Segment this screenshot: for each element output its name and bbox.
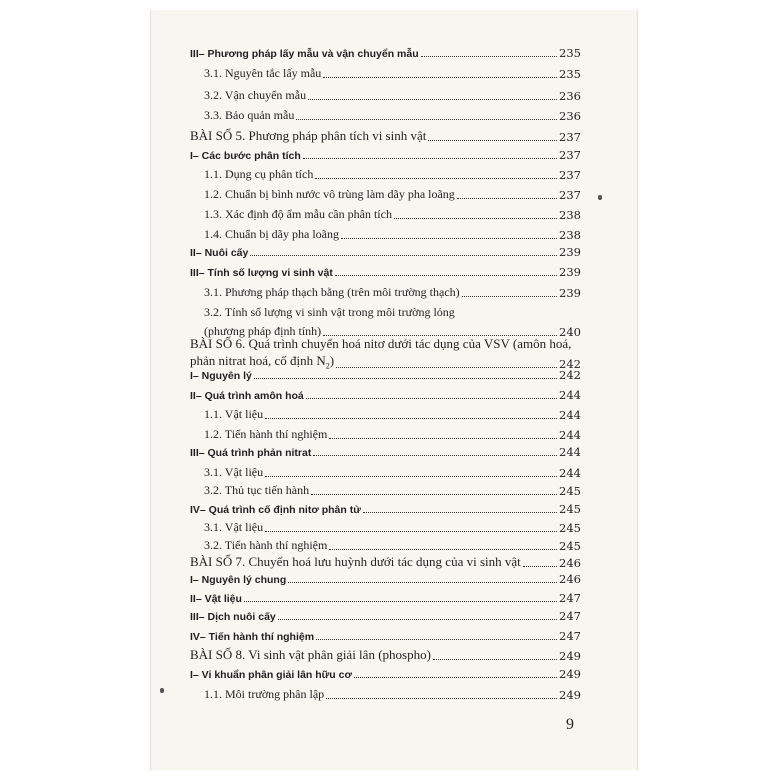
toc-entry-page: 239 xyxy=(559,245,581,259)
toc-entry-label: 3.2. Thủ tục tiến hành xyxy=(204,483,310,497)
toc-entry-page: 236 xyxy=(559,89,581,103)
toc-entry[interactable] xyxy=(190,167,581,182)
dot-leader xyxy=(308,99,557,100)
toc-entry-label: III– Dịch nuôi cấy xyxy=(190,611,276,623)
dot-leader xyxy=(523,566,557,567)
dot-leader xyxy=(323,77,557,78)
dot-leader xyxy=(265,531,557,532)
toc-entry[interactable] xyxy=(190,483,581,498)
toc-entry[interactable] xyxy=(190,572,581,586)
dot-leader xyxy=(341,238,557,239)
toc-entry-page: 237 xyxy=(559,188,581,202)
toc-entry-label: III– Quá trình phản nitrat xyxy=(190,447,312,459)
toc-entry-page: 247 xyxy=(559,609,581,623)
toc-entry[interactable] xyxy=(190,465,581,480)
toc-entry-label: 1.2. Chuẩn bị bình nước vô trùng làm dãy pha loãng xyxy=(204,187,455,201)
toc-entry-page: 244 xyxy=(559,408,581,422)
toc-entry-page: 245 xyxy=(559,502,581,516)
toc-entry-page: 235 xyxy=(559,46,581,60)
toc-entry-label: I– Nguyên lý xyxy=(190,370,252,382)
toc-entry[interactable] xyxy=(190,445,581,459)
toc-entry[interactable] xyxy=(190,368,581,382)
toc-entry-page: 249 xyxy=(559,688,581,702)
toc-entry-label: III– Tính số lượng vi sinh vật xyxy=(190,267,333,279)
toc-entry-page: 244 xyxy=(559,445,581,459)
toc-entry-label: 3.1. Vật liệu xyxy=(204,520,264,534)
dot-leader xyxy=(335,275,557,276)
toc-entry-page: 237 xyxy=(559,148,581,162)
toc-entry[interactable] xyxy=(190,687,581,702)
dot-leader xyxy=(265,418,557,419)
dot-leader xyxy=(421,56,557,57)
dot-leader xyxy=(433,659,557,660)
toc-entry-label: 3.2. Tiến hành thí nghiệm xyxy=(204,538,328,552)
toc-entry-label: BÀI SỐ 6. Quá trình chuyển hoá nitơ dưới tác dụng của VSV (amôn hoá, xyxy=(190,336,572,351)
toc-entry-label: 1.1. Vật liệu xyxy=(204,407,264,421)
toc-entry[interactable] xyxy=(190,407,581,422)
dot-leader xyxy=(278,619,557,620)
toc-entry[interactable] xyxy=(190,227,581,242)
print-speck xyxy=(598,195,602,200)
toc-entry-page: 245 xyxy=(559,521,581,535)
toc-entry-label: BÀI SỐ 7. Chuyển hoá lưu huỳnh dưới tác dụng của vi sinh vật xyxy=(190,554,521,569)
toc-entry-page: 238 xyxy=(559,228,581,242)
toc-entry-label: IV– Quá trình cố định nitơ phân tử xyxy=(190,504,361,516)
toc-entry[interactable] xyxy=(190,427,581,442)
toc-entry-label: I– Vi khuẩn phân giải lân hữu cơ xyxy=(190,669,352,681)
subscript: 2 xyxy=(325,361,330,371)
toc-entry-page: 246 xyxy=(559,556,581,570)
toc-entry-page: 244 xyxy=(559,388,581,402)
toc-entry-label: 3.1. Vật liệu xyxy=(204,465,264,479)
dot-leader xyxy=(265,476,557,477)
dot-leader xyxy=(250,255,557,256)
toc-entry[interactable] xyxy=(190,629,581,643)
toc-entry[interactable] xyxy=(190,245,581,259)
dot-leader xyxy=(313,455,557,456)
toc-entry-label: 3.2. Tính số lượng vi sinh vật trong môi trường lỏng xyxy=(204,305,455,319)
toc-entry-label: 1.1. Môi trường phân lập xyxy=(204,687,325,701)
toc-entry-page: 249 xyxy=(559,649,581,663)
toc-entry-page: 245 xyxy=(559,484,581,498)
dot-leader xyxy=(326,698,557,699)
toc-entry-page: 247 xyxy=(559,629,581,643)
toc-entry-label: 1.3. Xác định độ ẩm mẫu cần phân tích xyxy=(204,207,392,221)
toc-entry-page: 249 xyxy=(559,667,581,681)
toc-entry-page: 240 xyxy=(559,325,581,339)
toc-entry-page: 236 xyxy=(559,109,581,123)
toc-entry-label: I– Các bước phân tích xyxy=(190,150,301,162)
toc-lesson-entry[interactable] xyxy=(190,554,581,570)
toc-entry-continuation: phản nitrat hoá, cố định $N_2$) xyxy=(190,353,335,371)
toc-entry-page: 245 xyxy=(559,539,581,553)
toc-entry[interactable] xyxy=(190,46,581,60)
toc-entry[interactable] xyxy=(190,148,581,162)
toc-entry-page: 237 xyxy=(559,130,581,144)
toc-entry[interactable] xyxy=(190,187,581,202)
toc-entry-page: 242 xyxy=(559,368,581,382)
toc-entry[interactable] xyxy=(190,108,581,123)
toc-entry-label: 1.4. Chuẩn bị dãy pha loãng xyxy=(204,227,339,241)
toc-entry-label: 3.3. Bảo quản mẫu xyxy=(204,108,295,122)
dot-leader xyxy=(329,549,557,550)
toc-entry-continuation: (phương pháp định tính) xyxy=(204,324,322,338)
dot-leader xyxy=(288,582,557,583)
dot-leader xyxy=(316,639,557,640)
toc-entry-label: IV– Tiến hành thí nghiệm xyxy=(190,631,315,643)
toc-entry[interactable] xyxy=(190,591,581,605)
dot-leader xyxy=(303,158,557,159)
toc-entry-label: III– Phương pháp lấy mẫu và vận chuyển mẫu xyxy=(190,48,419,60)
dot-leader xyxy=(457,198,557,199)
toc-entry-page: 239 xyxy=(559,265,581,279)
toc-entry-label: BÀI SỐ 8. Vi sinh vật phân giải lân (phospho) xyxy=(190,647,431,662)
toc-lesson-entry[interactable] xyxy=(190,647,581,663)
toc-entry-label: II– Vật liệu xyxy=(190,593,242,605)
toc-entry-page: 246 xyxy=(559,572,581,586)
dot-leader xyxy=(311,494,557,495)
dot-leader xyxy=(254,378,557,379)
toc-entry-label: BÀI SỐ 5. Phương pháp phân tích vi sinh vật xyxy=(190,128,427,143)
toc-entry-page: 239 xyxy=(559,286,581,300)
dot-leader xyxy=(306,398,557,399)
dot-leader xyxy=(329,438,557,439)
toc-entry-label: I– Nguyên lý chung xyxy=(190,574,287,586)
dot-leader xyxy=(363,512,557,513)
dot-leader xyxy=(315,178,557,179)
page-number: 9 xyxy=(566,716,574,733)
toc-entry-label: 3.1. Nguyên tắc lấy mẫu xyxy=(204,66,322,80)
toc-entry[interactable] xyxy=(190,207,581,222)
toc-lesson-entry[interactable] xyxy=(190,128,581,144)
toc-entry[interactable] xyxy=(190,538,581,553)
dot-leader xyxy=(244,601,557,602)
dot-leader xyxy=(354,677,557,678)
toc-entry[interactable] xyxy=(190,609,581,623)
dot-leader xyxy=(296,119,557,120)
toc-entry-page: 247 xyxy=(559,591,581,605)
toc-entry[interactable] xyxy=(190,66,581,81)
toc-entry-page: 235 xyxy=(559,67,581,81)
toc-entry[interactable] xyxy=(190,388,581,402)
toc-entry[interactable] xyxy=(190,88,581,103)
dot-leader xyxy=(462,296,557,297)
toc-entry-page: 244 xyxy=(559,428,581,442)
toc-entry[interactable] xyxy=(190,265,581,279)
toc-entry-page: 242 xyxy=(559,356,581,371)
toc-entry-page: 237 xyxy=(559,168,581,182)
dot-leader xyxy=(394,218,557,219)
toc-entry-label: 3.2. Vận chuyển mẫu xyxy=(204,88,307,102)
toc-entry-label: 1.2. Tiến hành thí nghiệm xyxy=(204,427,328,441)
dot-leader xyxy=(428,140,557,141)
toc-entry-label: 3.1. Phương pháp thạch bằng (trên môi trường thạch) xyxy=(204,285,460,299)
toc-entry[interactable] xyxy=(190,502,581,516)
toc-entry[interactable] xyxy=(190,285,581,300)
toc-entry-label: II– Quá trình amôn hoá xyxy=(190,390,304,402)
toc-entry-page: 238 xyxy=(559,208,581,222)
toc-entry[interactable] xyxy=(190,667,581,681)
toc-entry-label: II– Nuôi cấy xyxy=(190,247,249,259)
toc-entry-label: 1.1. Dụng cụ phân tích xyxy=(204,167,314,181)
toc-entry-page: 244 xyxy=(559,466,581,480)
print-speck xyxy=(160,688,164,693)
toc-entry[interactable] xyxy=(190,520,581,535)
